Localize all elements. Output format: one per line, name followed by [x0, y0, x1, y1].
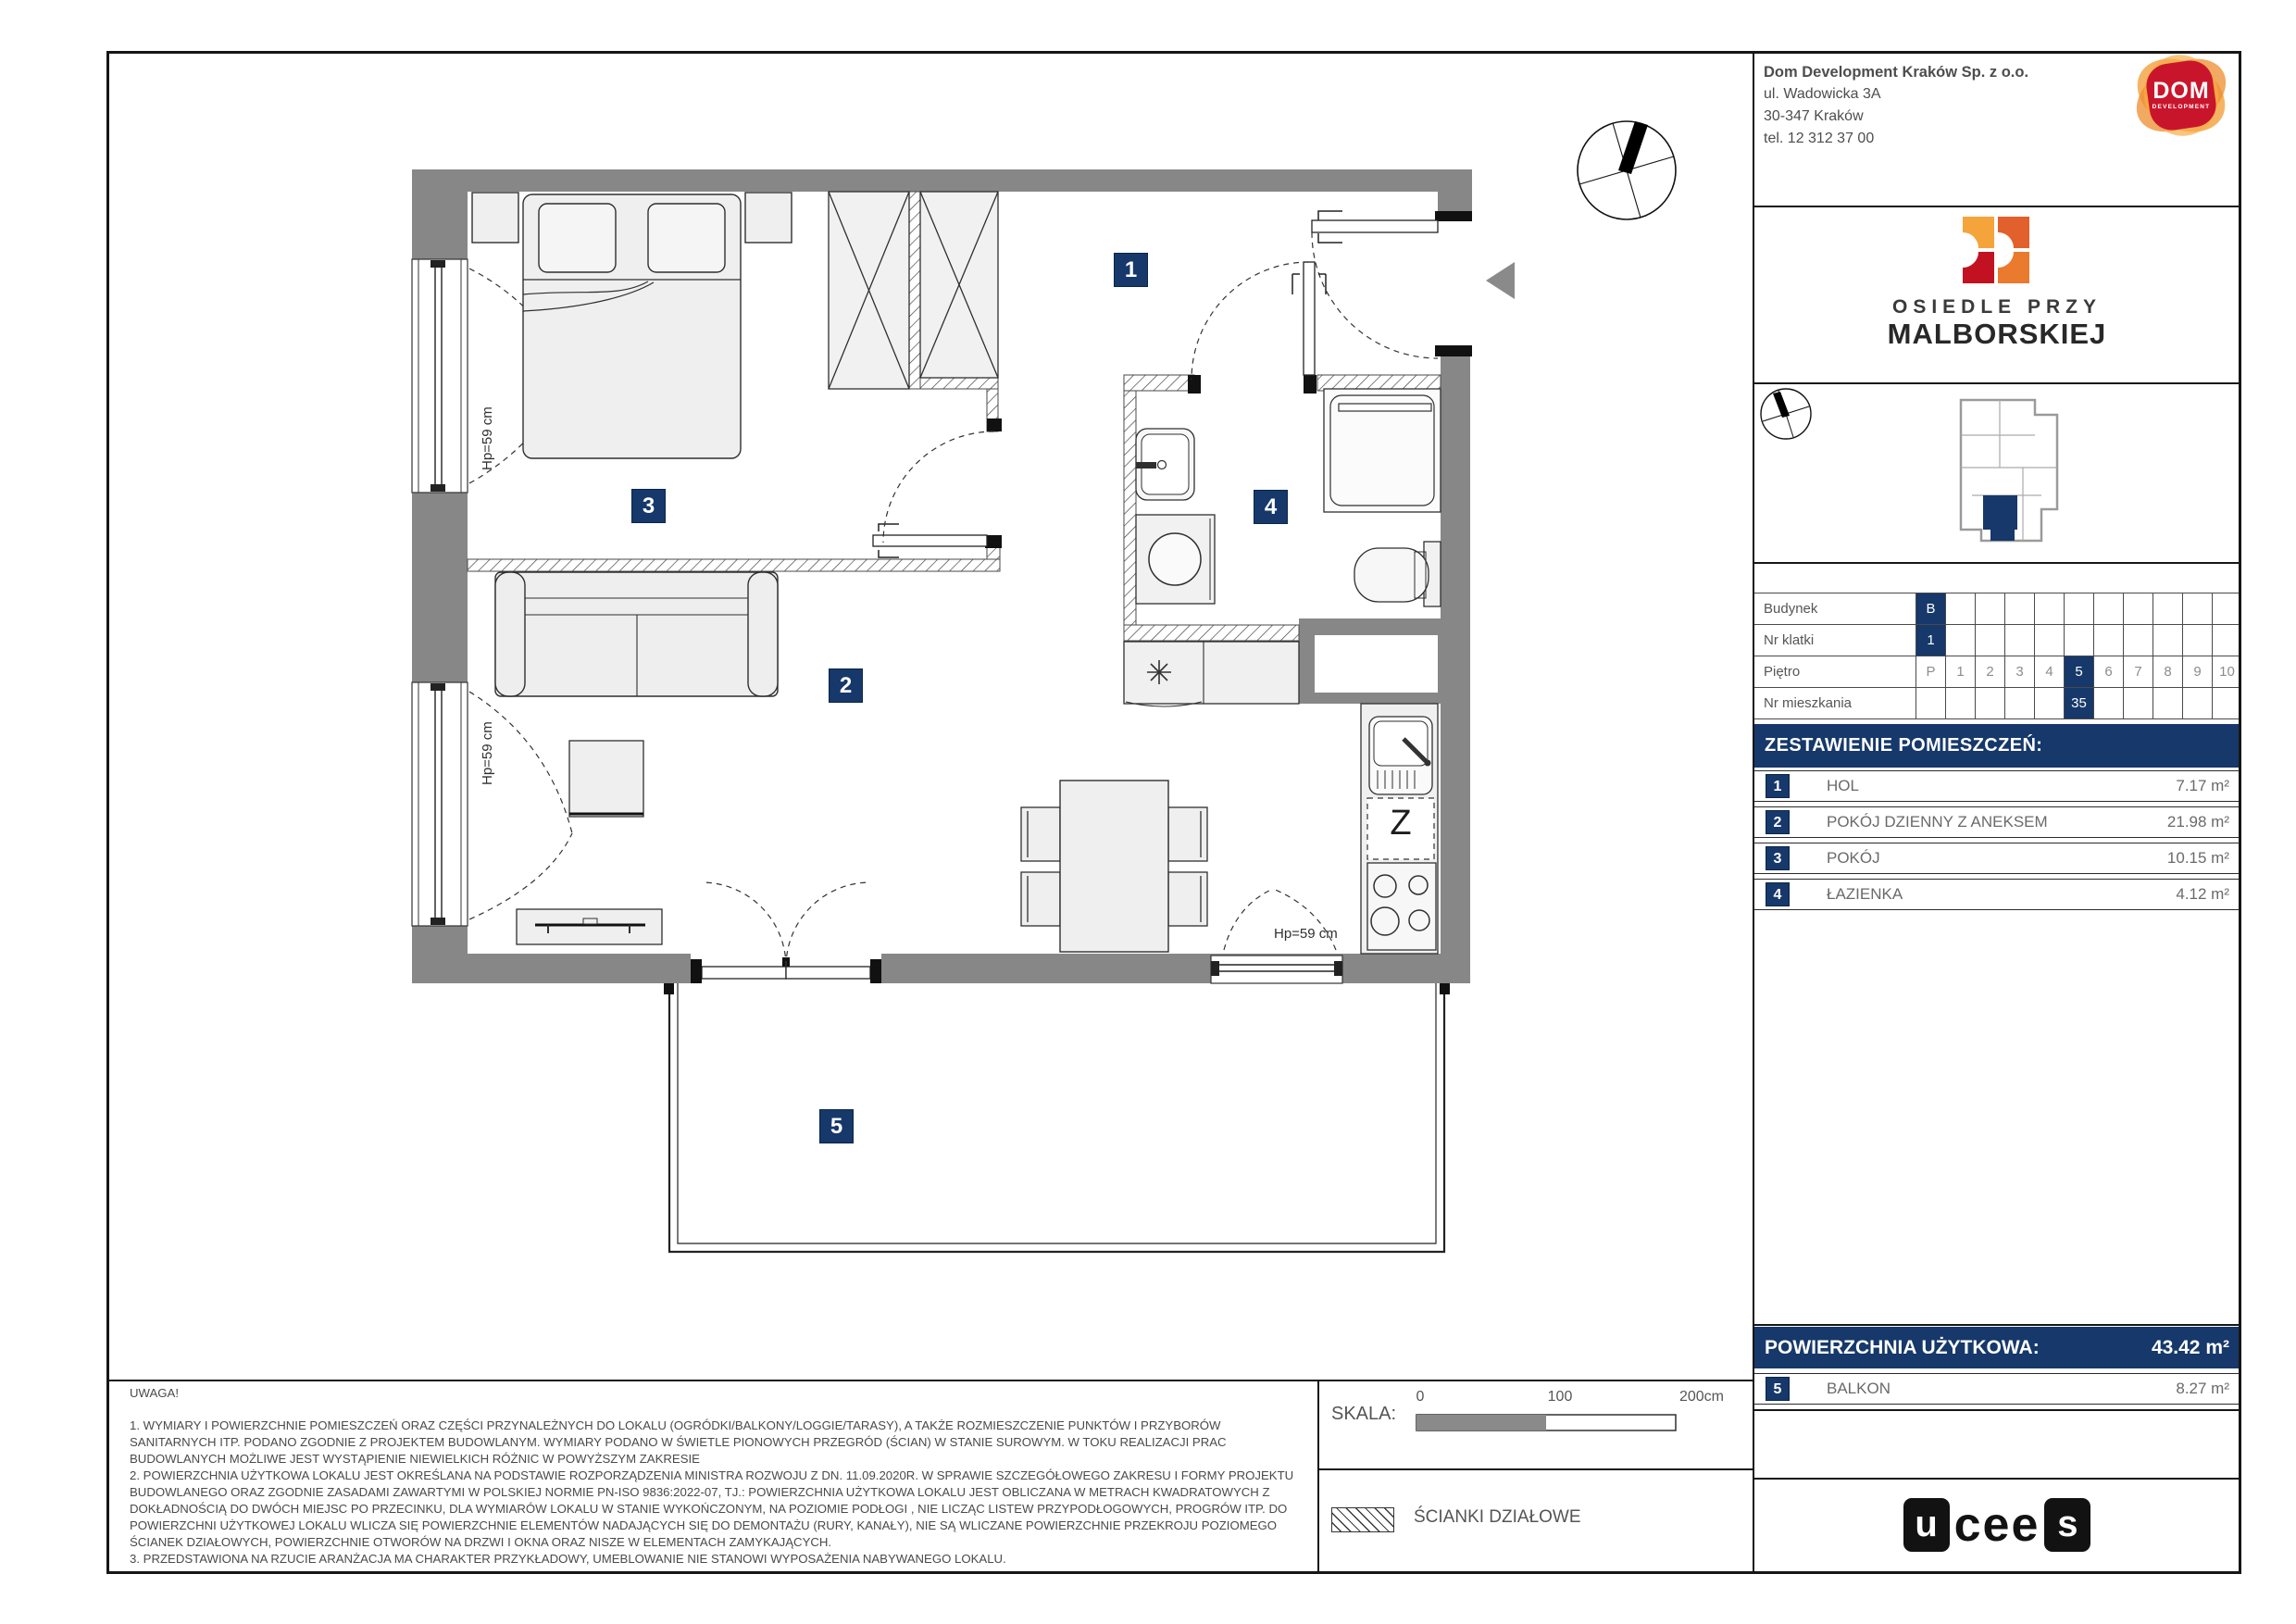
room-badge-hol: 1	[1114, 253, 1148, 287]
notes-item: 1. WYMIARY I POWIERZCHNIE POMIESZCZEŃ ORAZ CZĘŚCI PRZYNALEŻNYCH DO LOKALU (OGRÓDKI/BALKONY/LOGGIE/TARASY), A TAKŻE ROZMIESZCZENIE PUNKTÓW I PRZYBORÓW SANITARNYCH ITP. PODANO ZGODNIE Z PROJEKTEM BUDOWLANYM. WYMIARY PODANO W ŚWIETLE PIONOWYCH PRZEGRÓD (ŚCIAN) W STANIE SUROWYM. W TOKU REALIZACJI PRAC BUDOWLANYCH MOŻLIWE JEST WYSTĄPIENIE NIEWIELKICH RÓŻNIC W POWYŻSZYM ZAKRESIE	[130, 1418, 1227, 1466]
divider-company	[1753, 206, 2241, 207]
info-table-label: Piętro	[1764, 664, 1801, 680]
tv-stand	[517, 909, 662, 944]
info-table-cell	[2212, 688, 2241, 718]
room-row	[1753, 843, 2241, 874]
info-table-cell	[2182, 593, 2212, 624]
room-row-num: 1	[1766, 774, 1790, 798]
info-table-cell	[1945, 688, 1975, 718]
coffee-table	[569, 741, 643, 817]
balcony-row-label: BALKON	[1827, 1380, 1890, 1397]
company-phone: tel. 12 312 37 00	[1764, 131, 1875, 146]
divider-area-top	[1753, 1324, 2241, 1326]
rooms-header: ZESTAWIENIE POMIESZCZEŃ:	[1753, 724, 2241, 768]
usable-area-bar	[1753, 1327, 2241, 1368]
info-table-cell: P	[1915, 656, 1945, 687]
project-name-line1: OSIEDLE PRZY	[1891, 296, 2103, 318]
room-row-label: ŁAZIENKA	[1827, 885, 1903, 903]
room-row-num: 4	[1766, 882, 1790, 906]
usable-area-label: POWIERZCHNIA UŻYTKOWA:	[1765, 1336, 2040, 1358]
building-info-table	[1753, 593, 2241, 719]
window-height-label-living: Hp=59 cm	[480, 721, 495, 785]
divider-miniplan	[1753, 562, 2241, 564]
room-row-num: 2	[1766, 810, 1790, 834]
info-table-cell	[2123, 625, 2152, 656]
info-table-cell: 10	[2212, 656, 2241, 687]
scale-bar	[1416, 1415, 1676, 1430]
info-table-cell	[2064, 625, 2093, 656]
balcony-railing	[664, 983, 1450, 1252]
info-table-cell	[2182, 688, 2212, 718]
info-table-cell: 5	[2064, 656, 2093, 687]
usable-area-value: 43.42 m²	[2151, 1336, 2229, 1358]
room-row-area: 4.12 m²	[2176, 885, 2229, 903]
ucees-logo-cee: cee	[1953, 1498, 2040, 1552]
project-logo-tiles	[1963, 217, 2029, 283]
kitchen-counter-top	[1124, 642, 1299, 706]
info-table-cell: 9	[2182, 656, 2212, 687]
partition-legend-label: ŚCIANKI DZIAŁOWE	[1414, 1507, 1581, 1527]
info-table-cell	[1945, 625, 1975, 656]
balcony-door	[691, 882, 881, 983]
notes-title: UWAGA!	[130, 1386, 179, 1400]
company-address1: ul. Wadowicka 3A	[1764, 86, 1881, 102]
info-table-label: Nr mieszkania	[1764, 695, 1853, 711]
info-table-cell	[2152, 625, 2182, 656]
info-table-cell	[2182, 625, 2212, 656]
info-table-cell	[2034, 625, 2064, 656]
info-table-cell: 35	[2064, 688, 2093, 718]
room-badge-bedroom: 3	[631, 489, 666, 523]
balcony-row-wrap	[1753, 1373, 2241, 1409]
dom-logo-subtext: DEVELOPMENT	[2152, 104, 2211, 110]
room-row-num: 3	[1766, 846, 1790, 870]
divider-skala	[1317, 1468, 1753, 1470]
room-badge-bathroom: 4	[1254, 490, 1288, 524]
room-row	[1753, 806, 2241, 838]
room-row-label: HOL	[1827, 777, 1859, 794]
info-table-cell: 1	[1945, 656, 1975, 687]
info-table-cell	[2093, 625, 2123, 656]
company-address2: 30-347 Kraków	[1764, 108, 1864, 124]
window-height-label-kitchen: Hp=59 cm	[1274, 926, 1338, 942]
wall-niche	[1315, 635, 1438, 693]
info-table-cell	[1975, 593, 2004, 624]
room-badge-balcony: 5	[819, 1109, 854, 1143]
info-table-cell	[1915, 688, 1945, 718]
scale-label: SKALA:	[1331, 1404, 1397, 1424]
dom-logo-text: DOM	[2152, 78, 2210, 104]
info-table-cell	[1975, 688, 2004, 718]
scale-tick-100: 100	[1547, 1389, 1573, 1405]
entrance-door	[1312, 211, 1472, 358]
info-table-cell	[2212, 593, 2241, 624]
window-height-label-bedroom: Hp=59 cm	[480, 406, 495, 470]
info-table-row	[1753, 624, 2241, 656]
ucees-logo-s: s	[2044, 1498, 2090, 1552]
notes-block	[130, 1385, 1301, 1568]
info-table-cell: 2	[1975, 656, 2004, 687]
info-table-row	[1753, 593, 2241, 624]
divider-project	[1753, 382, 2241, 384]
window-living	[412, 682, 572, 926]
panel-divider	[1753, 51, 1754, 1574]
partition-legend-swatch	[1331, 1507, 1394, 1532]
info-table-row	[1753, 656, 2241, 687]
sofa	[495, 572, 778, 696]
bedroom-door	[873, 418, 1002, 557]
divider-balkon	[1753, 1409, 2241, 1411]
company-name: Dom Development Kraków Sp. z o.o.	[1764, 64, 2029, 81]
info-table-cell	[2212, 625, 2241, 656]
info-table-cell	[2152, 593, 2182, 624]
divider-logo	[1753, 1478, 2241, 1480]
info-table-cell	[2004, 593, 2034, 624]
bathroom-fixtures	[1136, 389, 1441, 606]
info-table-cell	[2123, 593, 2152, 624]
info-table-cell: 4	[2034, 656, 2064, 687]
dishwasher-symbol: Z	[1390, 804, 1412, 843]
info-table-cell	[2064, 593, 2093, 624]
scale-tick-0: 0	[1416, 1389, 1425, 1405]
info-table-cell: B	[1915, 593, 1945, 624]
scale-tick-200: 200cm	[1678, 1389, 1725, 1405]
info-table-label: Nr klatki	[1764, 632, 1815, 648]
compass-icon	[1578, 121, 1676, 219]
room-row-area: 21.98 m²	[2166, 813, 2229, 831]
info-table-cell	[2123, 688, 2152, 718]
balcony-row-area: 8.27 m²	[2176, 1380, 2229, 1397]
mini-floorplan	[1961, 400, 2057, 541]
info-table-cell: 1	[1915, 625, 1945, 656]
info-table-cell: 7	[2123, 656, 2152, 687]
room-row-label: POKÓJ	[1827, 849, 1880, 867]
info-table-cell: 3	[2004, 656, 2034, 687]
info-table-cell	[2152, 688, 2182, 718]
info-table-label: Budynek	[1764, 601, 1818, 617]
dining-set	[1021, 781, 1207, 952]
room-row	[1753, 879, 2241, 910]
info-table-cell	[1975, 625, 2004, 656]
info-table-cell	[2093, 688, 2123, 718]
notes-item: 3. PRZEDSTAWIONA NA RZUCIE ARANŻACJA MA CHARAKTER PRZYKŁADOWY, UMEBLOWANIE NIE STANOWI WYPOSAŻENIA NABYWANEGO LOKALU.	[130, 1551, 1006, 1566]
project-name-line2: MALBORSKIEJ	[1887, 318, 2107, 350]
info-table-cell	[2004, 625, 2034, 656]
info-table-row	[1753, 687, 2241, 718]
balcony-row-num: 5	[1766, 1377, 1790, 1401]
info-table-cell: 6	[2093, 656, 2123, 687]
bedroom-furniture	[472, 193, 792, 458]
room-row-area: 7.17 m²	[2176, 777, 2229, 794]
info-table-cell	[1945, 593, 1975, 624]
divider-notes-top	[109, 1380, 1753, 1381]
mini-compass-icon	[1761, 389, 1811, 439]
room-row-label: POKÓJ DZIENNY Z ANEKSEM	[1827, 813, 2048, 831]
bathroom-door	[1188, 262, 1326, 394]
ucees-logo	[1753, 1478, 2241, 1572]
company-info	[1764, 61, 2115, 150]
room-row	[1753, 770, 2241, 802]
rooms-list	[1753, 770, 2241, 915]
room-badge-living: 2	[829, 668, 863, 703]
ucees-logo-u: u	[1903, 1498, 1950, 1552]
info-table-cell	[2004, 688, 2034, 718]
notes-item: 2. POWIERZCHNIA UŻYTKOWA LOKALU JEST OKREŚLANA NA PODSTAWIE ROZPORZĄDZENIA MINISTRA ROZWOJU Z DN. 11.09.2020R. W SPRAWIE SZCZEGÓŁOWEGO ZAKRESU I FORMY PROJEKTU BUDOWLANEGO ORAZ ZGODNIE ZASADAMI ZAWARTYMI W POLSKIEJ NORMIE PN-ISO 9836:2022-07, TJ.: POWIERZCHNIA UŻYTKOWA LOKALU JEST OBLICZANA W METRACH KWADRATOWYCH Z DOKŁADNOŚCIĄ DO DWÓCH MIEJSC PO PRZECINKU, DLA WYMIARÓW LOKALU W STANIE WYKOŃCZONYM, NA POZIOMIE PODŁOGI , NIE LICZĄC LISTEW PRZYPODŁOGOWYCH, PROGRÓW ITP. DO POWIERZCHNI UŻYTKOWEJ LOKALU WLICZA SIĘ POWIERZCHNIE ELEMENTÓW NADAJĄCYCH SIĘ DO DEMONTAŻU (RURY, KANAŁY), NIE SĄ WLICZANE POWIERZCHNIE PRZEKROJU POZIOMEGO ŚCIANEK DZIAŁOWYCH, POWIERZCHNIE OTWORÓW NA DRZWI I OKNA ORAZ NISZE W ELEMENTACH ZAMYKAJĄCYCH.	[130, 1468, 1294, 1549]
room-row-area: 10.15 m²	[2166, 849, 2229, 867]
info-table-cell	[2034, 688, 2064, 718]
info-table-cell	[2093, 593, 2123, 624]
info-table-cell: 8	[2152, 656, 2182, 687]
balcony-row	[1753, 1373, 2241, 1405]
divider-notes-right	[1317, 1380, 1319, 1574]
entrance-arrow	[1486, 262, 1515, 299]
info-table-cell	[2034, 593, 2064, 624]
